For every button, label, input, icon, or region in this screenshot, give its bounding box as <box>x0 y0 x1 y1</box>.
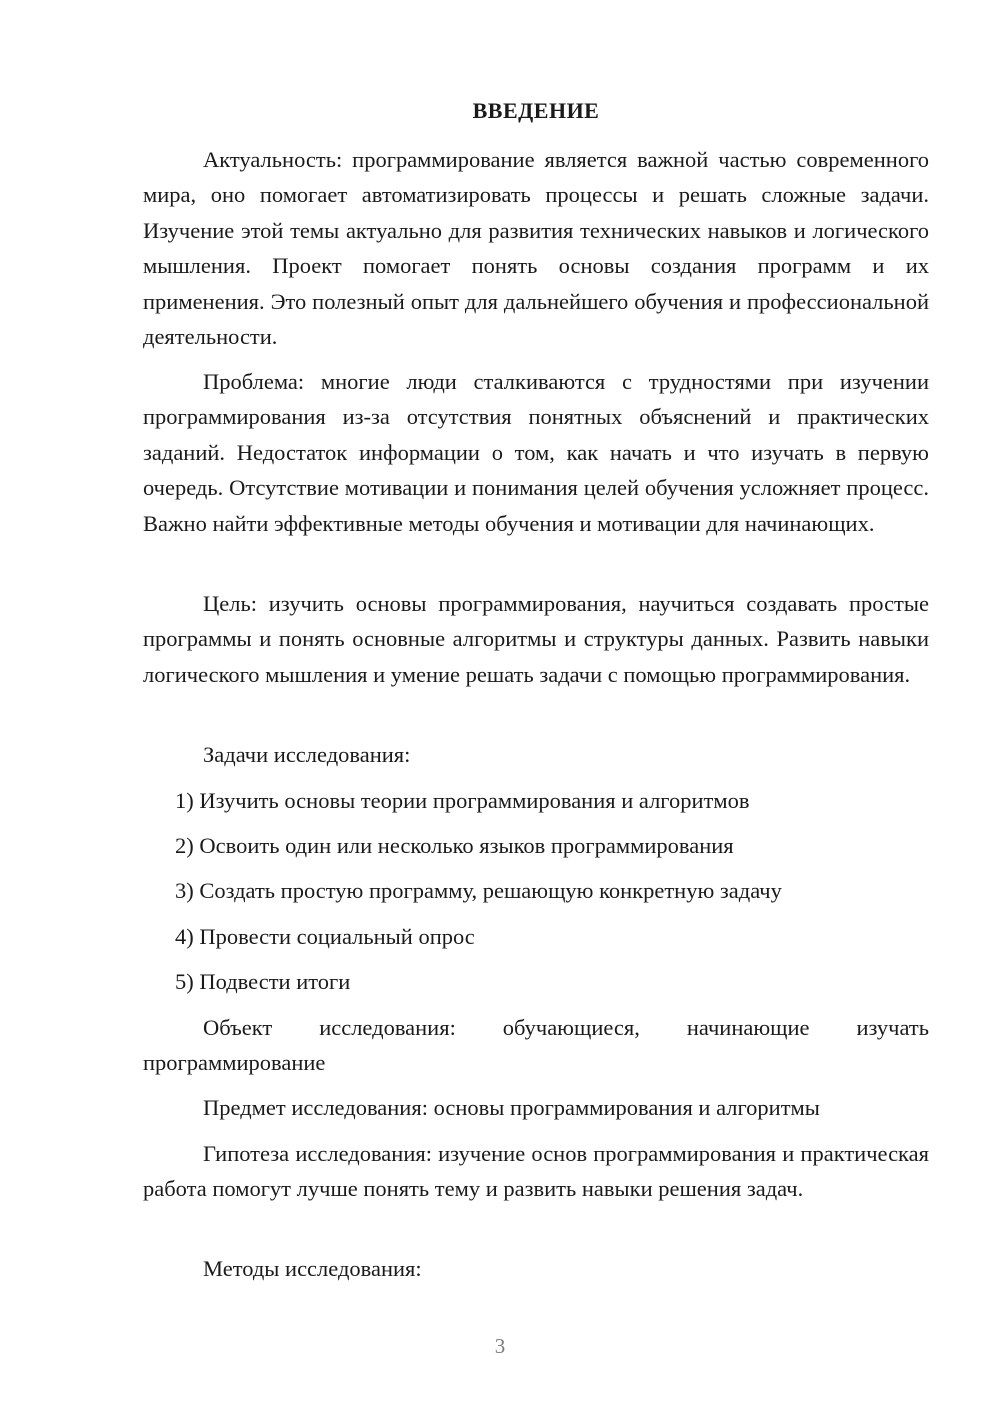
paragraph-hypothesis: Гипотеза исследования: изучение основ программирования и практическая работа помогут лучше понять тему и развить навыки решения задач. <box>143 1141 929 1202</box>
task-item: 2) Освоить один или несколько языков программирования <box>175 833 734 858</box>
paragraph-goal: Цель: изучить основы программирования, научиться создавать простые программы и понять основные алгоритмы и структуры данных. Развить навыки логического мышления и умение решать задачи с помощью программирования. <box>143 591 929 687</box>
task-item: 4) Провести социальный опрос <box>175 924 475 949</box>
paragraph-relevance: Актуальность: программирование является важной частью современного мира, оно помогает автоматизировать процессы и решать сложные задачи. Изучение этой темы актуально для развития технических навыков и логического мышления. Проект помогает понять основы создания программ и их применения. Это полезный опыт для дальнейшего обучения и профессиональной деятельности. <box>143 147 929 350</box>
tasks-title: Задачи исследования: <box>203 742 411 767</box>
task-item: 5) Подвести итоги <box>175 969 351 994</box>
task-item: 3) Создать простую программу, решающую конкретную задачу <box>175 878 782 903</box>
task-item: 1) Изучить основы теории программирования и алгоритмов <box>175 788 750 813</box>
section-heading: ВВЕДЕНИЕ <box>472 98 600 123</box>
paragraph-object: Объект исследования: обучающиеся, начинающие изучать программирование <box>143 1015 929 1076</box>
methods-title: Методы исследования: <box>203 1256 422 1281</box>
page-number: 3 <box>494 1334 506 1358</box>
paragraph-problem: Проблема: многие люди сталкиваются с трудностями при изучении программирования из-за отсутствия понятных объяснений и практических заданий. Недостаток информации о том, как начать и что изучать в первую очередь. Отсутствие мотивации и понимания целей обучения усложняет процесс. Важно найти эффективные методы обучения и мотивации для начинающих. <box>143 369 929 536</box>
paragraph-subject: Предмет исследования: основы программирования и алгоритмы <box>203 1095 820 1120</box>
